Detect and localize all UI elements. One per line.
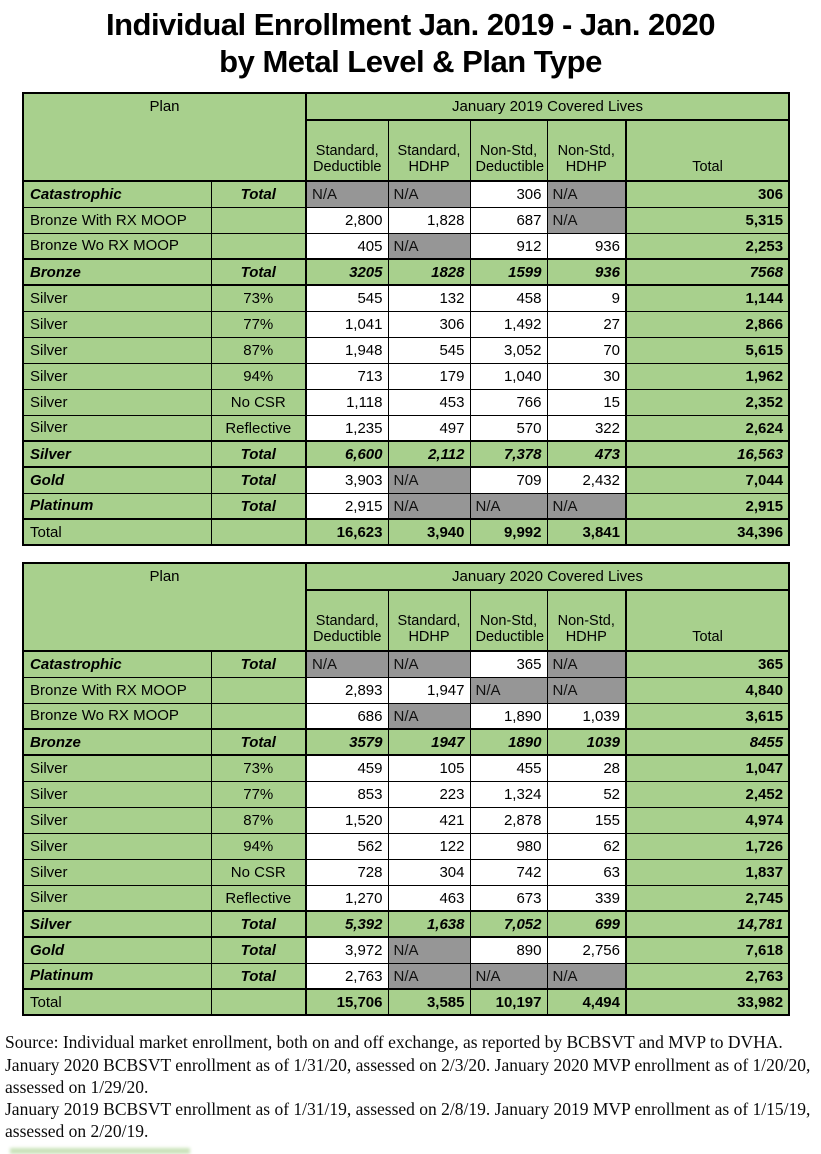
plan-subtype-cell: Total	[211, 963, 306, 989]
value-cell: 1,520	[306, 807, 388, 833]
value-cell: 709	[470, 467, 547, 493]
na-cell: N/A	[547, 493, 626, 519]
value-cell: 1,828	[388, 207, 470, 233]
table-row	[23, 181, 789, 207]
table-row	[23, 285, 789, 311]
table-body-2019	[23, 181, 789, 545]
value-cell: 853	[306, 781, 388, 807]
value-cell: 2,878	[470, 807, 547, 833]
value-cell: 339	[547, 885, 626, 911]
row-total-cell: 1,962	[626, 363, 789, 389]
page-title-line-1: Individual Enrollment Jan. 2019 - Jan. 2020	[105, 7, 716, 42]
value-cell: 3,585	[388, 989, 470, 1015]
value-cell: 673	[470, 885, 547, 911]
row-total-cell: 1,047	[626, 755, 789, 781]
table-row	[23, 259, 789, 285]
table-row	[23, 519, 789, 545]
row-total-cell: 33,982	[626, 989, 789, 1015]
table-body-2020	[23, 651, 789, 1015]
metal-level-cell: Silver	[23, 311, 211, 337]
value-cell: 16,623	[306, 519, 388, 545]
plan-subtype-cell: 77%	[211, 781, 306, 807]
na-cell: N/A	[547, 181, 626, 207]
plan-subtype-cell	[211, 233, 306, 259]
value-cell: 28	[547, 755, 626, 781]
na-cell: N/A	[470, 493, 547, 519]
value-cell: 10,197	[470, 989, 547, 1015]
plan-subtype-cell: Total	[211, 493, 306, 519]
value-cell: 179	[388, 363, 470, 389]
col-header-nonstd-deductible: Non-Std, Deductible	[470, 590, 547, 651]
plan-subtype-cell: 94%	[211, 363, 306, 389]
value-cell: 1,324	[470, 781, 547, 807]
value-cell: 455	[470, 755, 547, 781]
plan-subtype-cell: 73%	[211, 755, 306, 781]
row-total-cell: 2,915	[626, 493, 789, 519]
na-cell: N/A	[306, 651, 388, 677]
plan-subtype-cell: Total	[211, 441, 306, 467]
metal-level-cell: Bronze With RX MOOP	[23, 677, 211, 703]
header-row-group	[23, 93, 789, 120]
metal-level-cell: Silver	[23, 415, 211, 441]
value-cell: 27	[547, 311, 626, 337]
value-cell: 1,235	[306, 415, 388, 441]
col-header-standard-hdhp: Standard, HDHP	[388, 590, 470, 651]
table-row	[23, 441, 789, 467]
plan-subtype-cell: 87%	[211, 807, 306, 833]
plan-subtype-cell: Total	[211, 651, 306, 677]
value-cell: 570	[470, 415, 547, 441]
col-header-nonstd-hdhp: Non-Std, HDHP	[547, 120, 626, 181]
metal-level-cell: Silver	[23, 807, 211, 833]
group-header-2020: January 2020 Covered Lives	[306, 563, 789, 590]
table-row	[23, 467, 789, 493]
row-total-cell: 5,315	[626, 207, 789, 233]
plan-subtype-cell: 94%	[211, 833, 306, 859]
metal-level-cell: Bronze	[23, 259, 211, 285]
table-row	[23, 493, 789, 519]
col-header-total: Total	[626, 120, 789, 181]
metal-level-cell: Silver	[23, 441, 211, 467]
row-total-cell: 34,396	[626, 519, 789, 545]
metal-level-cell: Total	[23, 519, 211, 545]
value-cell: 936	[547, 233, 626, 259]
row-total-cell: 16,563	[626, 441, 789, 467]
table-row	[23, 311, 789, 337]
value-cell: 1,270	[306, 885, 388, 911]
na-cell: N/A	[388, 703, 470, 729]
value-cell: 122	[388, 833, 470, 859]
metal-level-cell: Silver	[23, 859, 211, 885]
row-total-cell: 2,452	[626, 781, 789, 807]
value-cell: 304	[388, 859, 470, 885]
table-row	[23, 781, 789, 807]
value-cell: 155	[547, 807, 626, 833]
source-note-line: Source: Individual market enrollment, both on and off exchange, as reported by BCBSVT and MVP to DVHA.	[5, 1032, 783, 1053]
value-cell: 3579	[306, 729, 388, 755]
metal-level-cell: Silver	[23, 833, 211, 859]
value-cell: 4,494	[547, 989, 626, 1015]
row-total-cell: 2,866	[626, 311, 789, 337]
value-cell: 766	[470, 389, 547, 415]
na-cell: N/A	[547, 677, 626, 703]
value-cell: 3,903	[306, 467, 388, 493]
value-cell: 9	[547, 285, 626, 311]
col-header-standard-deductible: Standard, Deductible	[306, 120, 388, 181]
plan-subtype-cell	[211, 989, 306, 1015]
col-header-standard-deductible: Standard, Deductible	[306, 590, 388, 651]
page-title-line-2: by Metal Level & Plan Type	[219, 44, 602, 80]
table-row	[23, 729, 789, 755]
value-cell: 742	[470, 859, 547, 885]
table-row	[23, 651, 789, 677]
row-total-cell: 2,624	[626, 415, 789, 441]
table-row	[23, 415, 789, 441]
metal-level-cell: Silver	[23, 337, 211, 363]
value-cell: 2,756	[547, 937, 626, 963]
row-total-cell: 1,144	[626, 285, 789, 311]
value-cell: 3,940	[388, 519, 470, 545]
row-total-cell: 2,253	[626, 233, 789, 259]
na-cell: N/A	[306, 181, 388, 207]
row-total-cell: 1,837	[626, 859, 789, 885]
row-total-cell: 306	[626, 181, 789, 207]
value-cell: 105	[388, 755, 470, 781]
metal-level-cell: Silver	[23, 911, 211, 937]
value-cell: 687	[470, 207, 547, 233]
na-cell: N/A	[388, 963, 470, 989]
metal-level-cell: Silver	[23, 285, 211, 311]
value-cell: 1,638	[388, 911, 470, 937]
value-cell: 912	[470, 233, 547, 259]
value-cell: 132	[388, 285, 470, 311]
table-row	[23, 677, 789, 703]
plan-subtype-cell: Reflective	[211, 885, 306, 911]
value-cell: 2,800	[306, 207, 388, 233]
value-cell: 1,040	[470, 363, 547, 389]
metal-level-cell: Bronze With RX MOOP	[23, 207, 211, 233]
row-total-cell: 7568	[626, 259, 789, 285]
value-cell: 453	[388, 389, 470, 415]
table-header-2019	[23, 93, 789, 181]
value-cell: 1,039	[547, 703, 626, 729]
na-cell: N/A	[547, 963, 626, 989]
row-total-cell: 14,781	[626, 911, 789, 937]
plan-subtype-cell: Total	[211, 937, 306, 963]
row-total-cell: 3,615	[626, 703, 789, 729]
value-cell: 1,118	[306, 389, 388, 415]
plan-subtype-cell: No CSR	[211, 389, 306, 415]
value-cell: 728	[306, 859, 388, 885]
na-cell: N/A	[470, 963, 547, 989]
plan-subtype-cell	[211, 207, 306, 233]
row-total-cell: 365	[626, 651, 789, 677]
value-cell: 1039	[547, 729, 626, 755]
na-cell: N/A	[547, 207, 626, 233]
row-total-cell: 5,615	[626, 337, 789, 363]
value-cell: 52	[547, 781, 626, 807]
value-cell: 6,600	[306, 441, 388, 467]
value-cell: 936	[547, 259, 626, 285]
metal-level-cell: Gold	[23, 937, 211, 963]
value-cell: 1828	[388, 259, 470, 285]
table-header-2020	[23, 563, 789, 651]
value-cell: 3205	[306, 259, 388, 285]
metal-level-cell: Silver	[23, 885, 211, 911]
na-cell: N/A	[547, 651, 626, 677]
table-row	[23, 755, 789, 781]
row-total-cell: 2,745	[626, 885, 789, 911]
value-cell: 1890	[470, 729, 547, 755]
na-cell: N/A	[388, 467, 470, 493]
plan-subtype-cell	[211, 677, 306, 703]
table-row	[23, 989, 789, 1015]
na-cell: N/A	[388, 233, 470, 259]
plan-subtype-cell: Total	[211, 181, 306, 207]
value-cell: 2,112	[388, 441, 470, 467]
value-cell: 2,893	[306, 677, 388, 703]
value-cell: 70	[547, 337, 626, 363]
plan-subtype-cell: Total	[211, 911, 306, 937]
value-cell: 545	[306, 285, 388, 311]
metal-level-cell: Gold	[23, 467, 211, 493]
value-cell: 1947	[388, 729, 470, 755]
value-cell: 2,763	[306, 963, 388, 989]
value-cell: 473	[547, 441, 626, 467]
value-cell: 459	[306, 755, 388, 781]
plan-subtype-cell: Total	[211, 259, 306, 285]
table-row	[23, 337, 789, 363]
value-cell: 7,378	[470, 441, 547, 467]
plan-subtype-cell: 73%	[211, 285, 306, 311]
metal-level-cell: Silver	[23, 781, 211, 807]
table-row	[23, 885, 789, 911]
metal-level-cell: Catastrophic	[23, 181, 211, 207]
na-cell: N/A	[388, 181, 470, 207]
plan-subtype-cell: Total	[211, 467, 306, 493]
plan-subtype-cell: Reflective	[211, 415, 306, 441]
row-total-cell: 4,840	[626, 677, 789, 703]
metal-level-cell: Silver	[23, 363, 211, 389]
table-row	[23, 937, 789, 963]
col-header-nonstd-deductible: Non-Std, Deductible	[470, 120, 547, 181]
source-note-line: January 2019 BCBSVT enrollment as of 1/31/19, assessed on 2/8/19. January 2019 MVP enrollment as of 1/15/19, assessed on 2/20/19.	[5, 1099, 811, 1142]
value-cell: 9,992	[470, 519, 547, 545]
row-total-cell: 2,352	[626, 389, 789, 415]
row-total-cell: 7,618	[626, 937, 789, 963]
metal-level-cell: Silver	[23, 389, 211, 415]
value-cell: 30	[547, 363, 626, 389]
value-cell: 421	[388, 807, 470, 833]
value-cell: 306	[388, 311, 470, 337]
value-cell: 1,947	[388, 677, 470, 703]
value-cell: 5,392	[306, 911, 388, 937]
value-cell: 365	[470, 651, 547, 677]
row-total-cell: 7,044	[626, 467, 789, 493]
plan-subtype-cell: 77%	[211, 311, 306, 337]
col-header-nonstd-hdhp: Non-Std, HDHP	[547, 590, 626, 651]
value-cell: 223	[388, 781, 470, 807]
value-cell: 63	[547, 859, 626, 885]
value-cell: 15,706	[306, 989, 388, 1015]
header-row-group	[23, 563, 789, 590]
value-cell: 3,972	[306, 937, 388, 963]
source-note-line: January 2020 BCBSVT enrollment as of 1/31/20, assessed on 2/3/20. January 2020 MVP enrollment as of 1/20/20, assessed on 1/29/20.	[5, 1054, 811, 1097]
na-cell: N/A	[470, 677, 547, 703]
metal-level-cell: Platinum	[23, 493, 211, 519]
value-cell: 980	[470, 833, 547, 859]
group-header-2019: January 2019 Covered Lives	[306, 93, 789, 120]
value-cell: 15	[547, 389, 626, 415]
value-cell: 713	[306, 363, 388, 389]
table-row	[23, 233, 789, 259]
table-row	[23, 703, 789, 729]
value-cell: 2,915	[306, 493, 388, 519]
na-cell: N/A	[388, 493, 470, 519]
na-cell: N/A	[388, 937, 470, 963]
metal-level-cell: Bronze Wo RX MOOP	[23, 703, 211, 729]
cropped-next-table-edge	[10, 1148, 190, 1154]
plan-subtype-cell: No CSR	[211, 859, 306, 885]
table-row	[23, 807, 789, 833]
value-cell: 306	[470, 181, 547, 207]
row-total-cell: 8455	[626, 729, 789, 755]
table-row	[23, 207, 789, 233]
metal-level-cell: Catastrophic	[23, 651, 211, 677]
metal-level-cell: Total	[23, 989, 211, 1015]
value-cell: 7,052	[470, 911, 547, 937]
value-cell: 1,948	[306, 337, 388, 363]
value-cell: 2,432	[547, 467, 626, 493]
table-row	[23, 911, 789, 937]
value-cell: 62	[547, 833, 626, 859]
metal-level-cell: Bronze	[23, 729, 211, 755]
plan-column-header: Plan	[23, 563, 306, 651]
table-row	[23, 389, 789, 415]
table-row	[23, 833, 789, 859]
table-row	[23, 859, 789, 885]
value-cell: 699	[547, 911, 626, 937]
plan-subtype-cell: Total	[211, 729, 306, 755]
source-notes	[5, 1031, 817, 1142]
metal-level-cell: Silver	[23, 755, 211, 781]
value-cell: 322	[547, 415, 626, 441]
enrollment-table-2019	[22, 92, 790, 546]
row-total-cell: 2,763	[626, 963, 789, 989]
plan-column-header: Plan	[23, 93, 306, 181]
value-cell: 1,890	[470, 703, 547, 729]
value-cell: 562	[306, 833, 388, 859]
value-cell: 497	[388, 415, 470, 441]
plan-subtype-cell: 87%	[211, 337, 306, 363]
enrollment-table-2020	[22, 562, 790, 1016]
table-row	[23, 363, 789, 389]
plan-subtype-cell	[211, 703, 306, 729]
na-cell: N/A	[388, 651, 470, 677]
page-title	[10, 6, 811, 80]
value-cell: 686	[306, 703, 388, 729]
value-cell: 1,041	[306, 311, 388, 337]
metal-level-cell: Bronze Wo RX MOOP	[23, 233, 211, 259]
value-cell: 405	[306, 233, 388, 259]
table-row	[23, 963, 789, 989]
value-cell: 3,052	[470, 337, 547, 363]
col-header-total: Total	[626, 590, 789, 651]
value-cell: 890	[470, 937, 547, 963]
value-cell: 545	[388, 337, 470, 363]
value-cell: 3,841	[547, 519, 626, 545]
value-cell: 463	[388, 885, 470, 911]
col-header-standard-hdhp: Standard, HDHP	[388, 120, 470, 181]
value-cell: 1599	[470, 259, 547, 285]
metal-level-cell: Platinum	[23, 963, 211, 989]
row-total-cell: 4,974	[626, 807, 789, 833]
row-total-cell: 1,726	[626, 833, 789, 859]
value-cell: 1,492	[470, 311, 547, 337]
value-cell: 458	[470, 285, 547, 311]
plan-subtype-cell	[211, 519, 306, 545]
